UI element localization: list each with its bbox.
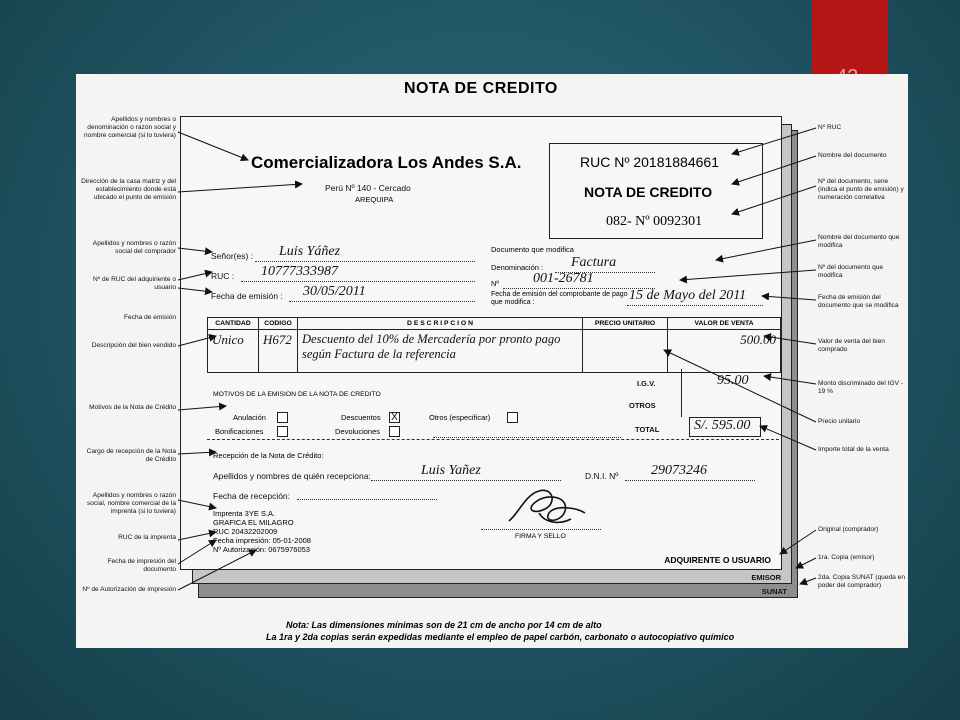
document-title: NOTA DE CREDITO: [404, 80, 558, 97]
denominacion-label: Denominación :: [491, 263, 544, 272]
company-name: Comercializadora Los Andes S.A.: [251, 153, 522, 172]
denominacion-value: Factura: [571, 255, 617, 270]
numero-label: Nº: [491, 279, 500, 288]
senor-value: Luis Yáñez: [279, 244, 341, 259]
left-annotation: Fecha de impresión del documento: [107, 558, 176, 573]
adquiriente-copy-label: ADQUIRENTE O USUARIO: [664, 555, 771, 565]
senor-label: Señor(es) :: [211, 251, 254, 261]
company-city: AREQUIPA: [355, 195, 394, 204]
left-annotation: Dirección de la casa matriz y del establecimiento donde está ubicado el punto de emisión: [81, 178, 176, 201]
left-annotation: Nº de RUC del adquiriente o usuario: [92, 276, 176, 291]
client-ruc-label: RUC :: [211, 271, 235, 281]
left-annotation: Apellidos y nombres o razón social del comprador: [92, 240, 176, 255]
fecha-modifica-label: Fecha de emisión del comprobante de pago que modifica :: [491, 291, 628, 306]
right-annotation: Nº del documento, serie (indica el punto de emisión) y numeración correlativa: [818, 178, 904, 201]
left-annotation: Apellidos y nombres o razón social, nombre comercial de la imprenta (si lo tuviera): [86, 492, 176, 515]
right-annotation: Fecha de emisión del documento que se modifica: [818, 294, 899, 309]
fecha-emision-label: Fecha de emisión :: [211, 291, 283, 301]
slide-corner-tab: [812, 0, 888, 74]
th-codigo: CODIGO: [259, 318, 298, 330]
motivo-bonificaciones-label: Bonificaciones: [215, 427, 264, 436]
fecha-modifica-value: 15 de Mayo del 2011: [629, 288, 747, 303]
imprenta-line-2: GRAFICA EL MILAGRO: [213, 518, 294, 527]
th-precio-unitario: PRECIO UNITARIO: [583, 318, 668, 330]
emisor-copy-label: EMISOR: [751, 573, 781, 582]
fecha-recepcion-label: Fecha de recepción:: [213, 491, 291, 501]
right-annotation: Importe total de la venta: [818, 446, 889, 453]
right-annotation: Nombre del documento que modifica: [818, 234, 900, 249]
igv-value: 95.00: [717, 373, 749, 388]
motivo-descuentos-label: Descuentos: [341, 413, 381, 422]
left-annotation: Nº de Autorización de impresión: [82, 586, 176, 593]
left-annotation: Apellidos y nombres o denominación o razón social y nombre comercial (si lo tuviera): [84, 116, 176, 139]
cell-codigo: H672: [259, 330, 298, 373]
right-annotation: Nº RUC: [818, 124, 842, 131]
igv-label: I.G.V.: [637, 379, 656, 388]
right-annotation: Monto discriminado del IGV - 19 %: [818, 380, 904, 395]
right-annotation: Nombre del documento: [818, 152, 887, 159]
right-annotation: Valor de venta del bien comprado: [818, 338, 885, 353]
left-annotation: RUC de la imprenta: [118, 534, 176, 541]
sunat-copy-label: SUNAT: [761, 587, 787, 596]
recepcion-title: Recepción de la Nota de Crédito:: [213, 451, 324, 460]
dni-label: D.N.I. Nº: [585, 471, 619, 481]
right-annotation: Original (comprador): [818, 526, 879, 533]
motivo-anulacion-label: Anulación: [233, 413, 266, 422]
imprenta-line-5: Nº Autorización: 0675976053: [213, 545, 310, 554]
motivo-otros-label: Otros (especificar): [429, 413, 491, 422]
client-ruc-value: 10777333987: [261, 264, 338, 279]
total-value: S/. 595.00: [694, 418, 751, 433]
ruc-number: RUC Nº 20181884661: [580, 154, 719, 170]
nota-line-2: La 1ra y 2da copias serán expedidas mediante el empleo de papel carbón, carbonato o autocopiativo químico: [266, 632, 735, 642]
nota-line-1: Nota: Las dimensiones mínimas son de 21 cm de ancho por 14 cm de alto: [286, 620, 602, 630]
th-cantidad: CANTIDAD: [208, 318, 259, 330]
otros-label: OTROS: [629, 401, 656, 410]
right-annotation: 1ra. Copia (emisor): [818, 554, 875, 561]
th-descripcion: D E S C R I P C I O N: [298, 318, 583, 330]
cell-descripcion: Descuento del 10% de Mercadería por pronto pago según Factura de la referencia: [298, 330, 583, 373]
motivo-devoluciones-label: Devoluciones: [335, 427, 381, 436]
fecha-emision-value: 30/05/2011: [303, 284, 366, 299]
dni-value: 29073246: [651, 463, 707, 478]
right-annotation: Nº del documento que modifica: [818, 264, 884, 279]
left-annotation: Descripción del bien vendido: [91, 342, 176, 349]
modifica-title: Documento que modifica: [491, 245, 574, 254]
company-address: Perú Nº 140 - Cercado: [325, 183, 411, 193]
scanned-document: [76, 74, 908, 648]
annotation-arrows: [76, 74, 908, 648]
firma-sello-label: FIRMA Y SELLO: [515, 533, 566, 540]
imprenta-line-3: RUC 20432202009: [213, 527, 278, 536]
document-number: 082- Nº 0092301: [606, 214, 703, 229]
right-annotation: Precio unitario: [818, 418, 861, 425]
ruc-box-doc-name: NOTA DE CREDITO: [584, 184, 713, 200]
recepcion-nombre-label: Apellidos y nombres de quién recepciona:: [213, 471, 371, 481]
cell-valor-venta: 500.00: [668, 330, 781, 373]
imprenta-line-1: Imprenta 3YE S.A.: [213, 509, 276, 518]
left-annotation: Cargo de recepción de la Nota de Crédito: [86, 448, 176, 463]
numero-value: 001-26781: [533, 271, 594, 286]
motivo-descuentos-checkbox[interactable]: X: [389, 412, 400, 423]
left-annotation: Fecha de emisión: [123, 314, 176, 321]
recepcion-nombre-value: Luis Yañez: [421, 463, 481, 478]
th-valor-venta: VALOR DE VENTA: [668, 318, 781, 330]
motivos-title: MOTIVOS DE LA EMISION DE LA NOTA DE CREDITO: [213, 391, 381, 398]
total-label: TOTAL: [635, 425, 660, 434]
cell-cantidad: Unico: [208, 330, 259, 373]
imprenta-line-4: Fecha impresión: 05-01-2008: [213, 536, 311, 545]
left-annotation: Motivos de la Nota de Crédito: [89, 404, 176, 411]
right-annotation: 2da. Copia SUNAT (queda en poder del comprador): [818, 574, 905, 589]
